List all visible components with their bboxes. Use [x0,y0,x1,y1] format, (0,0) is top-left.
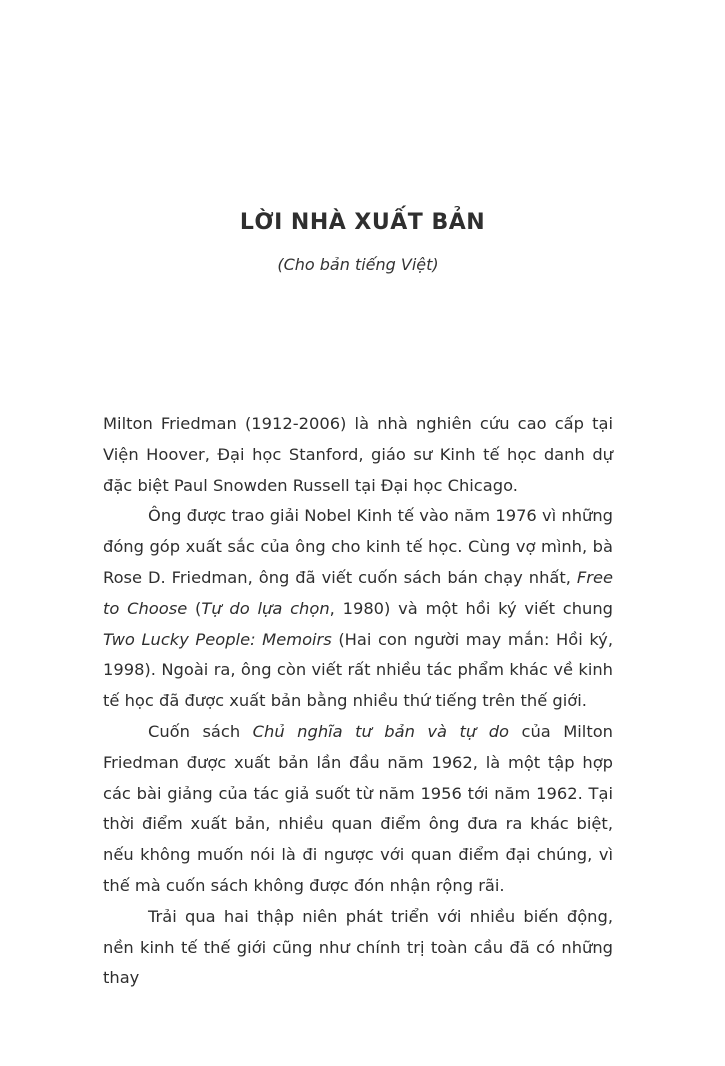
book-title-free-to-choose: Free to Choose [103,567,613,618]
paragraph-1: Milton Friedman (1912-2006) là nhà nghiên cứu cao cấp tại Viện Hoover, Đại học Stanford, giáo sư Kinh tế học danh dự đặc biệt Paul Snowden Russell tại Đại học Chicago. [103,414,613,495]
page-subtitle: (Cho bản tiếng Việt) [277,255,439,274]
paragraph-2-text-d: (Hai con người may mắn: Hồi ký, 1998). Ngoài ra, ông còn viết rất nhiều tác phẩm khác về kinh tế học đã được xuất bản bằng nhiều thứ tiếng trên thế giới. [103,629,613,711]
book-title-capitalism-and-freedom: Chủ nghĩa tư bản và tự do [252,721,510,741]
page-title: LỜI NHÀ XUẤT BẢN [239,210,486,235]
paragraph-2-text-a: Ông được trao giải Nobel Kinh tế vào năm 1976 vì những đóng góp xuất sắc của ông cho kinh tế học. Cùng vợ mình, bà Rose D. Friedman, ông đã viết cuốn sách bán chạy nhất, [103,506,613,587]
body-text [103,409,613,994]
paragraph-2-text-c: , 1980) và một hồi ký viết chung [329,598,613,618]
paragraph-3-text-a: Cuốn sách [148,721,253,741]
paragraph-4: Trải qua hai thập niên phát triển với nhiều biến động, nền kinh tế thế giới cũng như chính trị toàn cầu đã có những thay [103,906,613,988]
book-title-tu-do-lua-chon: Tự do lựa chọn [201,598,330,618]
paragraph-2-text-b: ( [187,598,202,618]
paragraph-2 [103,501,613,717]
book-title-two-lucky-people: Two Lucky People: Memoirs [103,629,332,649]
paragraph-3-text-b: của Milton Friedman được xuất bản lần đầu năm 1962, là một tập hợp các bài giảng của tác giả suốt từ năm 1956 tới năm 1962. Tại thời điểm xuất bản, nhiều quan điểm ông đưa ra khác biệt, nếu không muốn nói là đi ngược với quan điểm đại chúng, vì thế mà cuốn sách không được đón nhận rộng rãi. [103,721,613,895]
paragraph-3 [103,717,613,902]
